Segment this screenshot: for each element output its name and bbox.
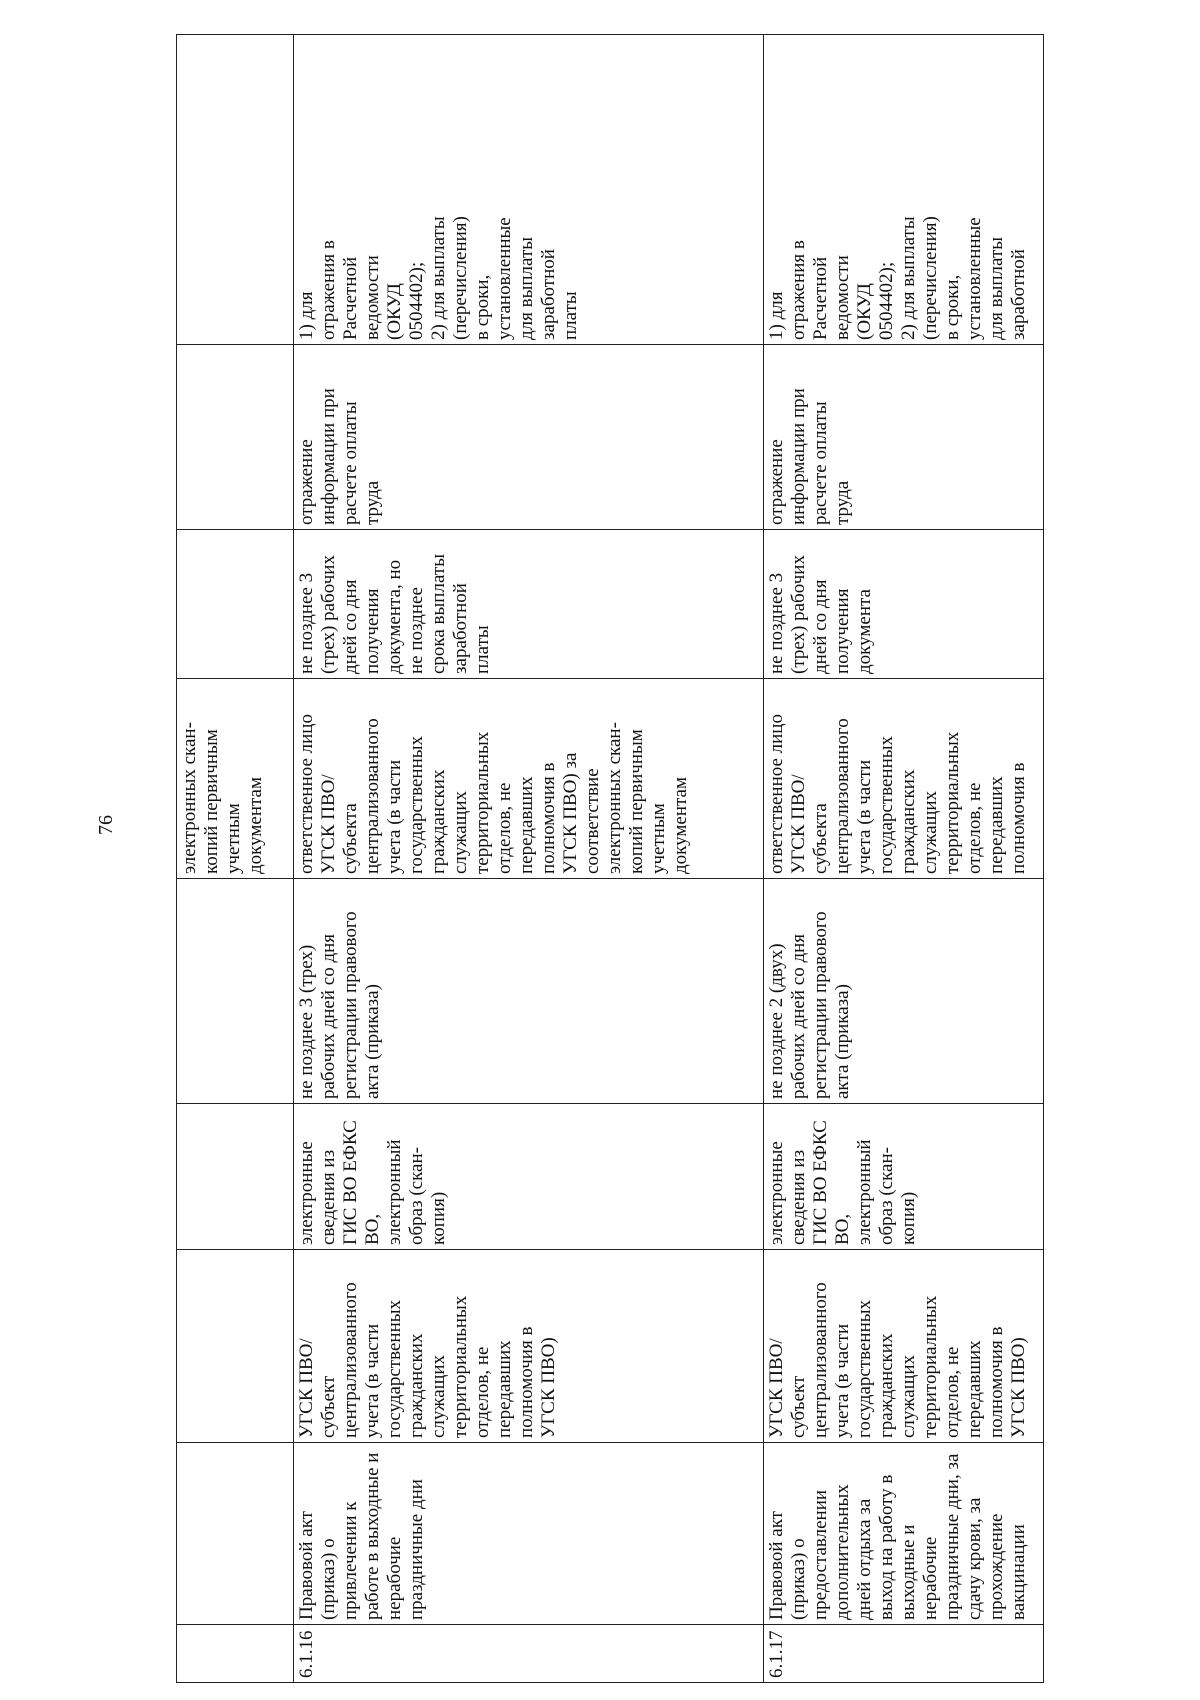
form-cell: электронные сведения из ГИС ВО ЕФКС ВО, электронный образ (скан- копия)	[294, 1104, 764, 1250]
table-cell	[177, 1250, 294, 1443]
document-table	[176, 34, 1044, 1683]
result-cell: 1) для отражения в Расчетной ведомости (ОКУД 0504402); 2) для выплаты (перечисления) в сроки, установленные для выплаты заработной платы	[294, 35, 764, 345]
table-cell	[177, 530, 294, 679]
table-cell: электронных скан- копий первичным учетным документам	[177, 679, 294, 879]
row-code-cell: 6.1.17	[764, 1625, 1044, 1683]
action-cell: отражение информации при расчете оплаты труда	[294, 345, 764, 530]
row-code-cell: 6.1.16	[294, 1625, 764, 1683]
result-cell: 1) для отражения в Расчетной ведомости (ОКУД 0504402); 2) для выплаты (перечисления) в сроки, установленные для выплаты заработной	[764, 35, 1044, 345]
submit-deadline-cell: не позднее 3 (трех) рабочих дней со дня регистрации правового акта (приказа)	[294, 879, 764, 1104]
responsible-cell: УГСК ПВО/ субъект централизованного учета (в части государственных гражданских служащих территориальных отделов, не передавших полномочия в УГСК ПВО)	[764, 1250, 1044, 1443]
page-number: 76	[95, 815, 117, 835]
responsible-cell: УГСК ПВО/ субъект централизованного учета (в части государственных гражданских служащих территориальных отделов, не передавших полномочия в УГСК ПВО)	[294, 1250, 764, 1443]
action-cell: отражение информации при расчете оплаты труда	[764, 345, 1044, 530]
table-row-continuation	[177, 35, 294, 1683]
receiver-cell: ответственное лицо УГСК ПВО/ субъекта централизованного учета (в части государственных гражданских служащих территориальных отделов, не передавших полномочия в	[764, 679, 1044, 879]
process-deadline-cell: не позднее 3 (трех) рабочих дней со дня получения документа	[764, 530, 1044, 679]
form-cell: электронные сведения из ГИС ВО ЕФКС ВО, электронный образ (скан- копия)	[764, 1104, 1044, 1250]
document-cell: Правовой акт (приказ) о предоставлении дополнительных дней отдыха за выход на работу в выходные и нерабочие праздничные дни, за сдачу крови, за прохождение вакцинации	[764, 1443, 1044, 1625]
table-container	[176, 35, 1043, 1683]
table-cell	[177, 35, 294, 345]
table-cell	[177, 1104, 294, 1250]
receiver-cell: ответственное лицо УГСК ПВО/ субъекта централизованного учета (в части государственных гражданских служащих территориальных отделов, не передавших полномочия в УГСК ПВО) за соответствие электронных скан- копий первичным учетным документам	[294, 679, 764, 879]
submit-deadline-cell: не позднее 2 (двух) рабочих дней со дня регистрации правового акта (приказа)	[764, 879, 1044, 1104]
table-cell	[177, 1625, 294, 1683]
table-cell	[177, 1443, 294, 1625]
process-deadline-cell: не позднее 3 (трех) рабочих дней со дня получения документа, но не позднее срока выплаты заработной платы	[294, 530, 764, 679]
table-cell	[177, 879, 294, 1104]
document-cell: Правовой акт (приказ) о привлечении к работе в выходные и нерабочие праздничные дни	[294, 1443, 764, 1625]
table-row	[764, 35, 1044, 1683]
table-cell	[177, 345, 294, 530]
table-row	[294, 35, 764, 1683]
